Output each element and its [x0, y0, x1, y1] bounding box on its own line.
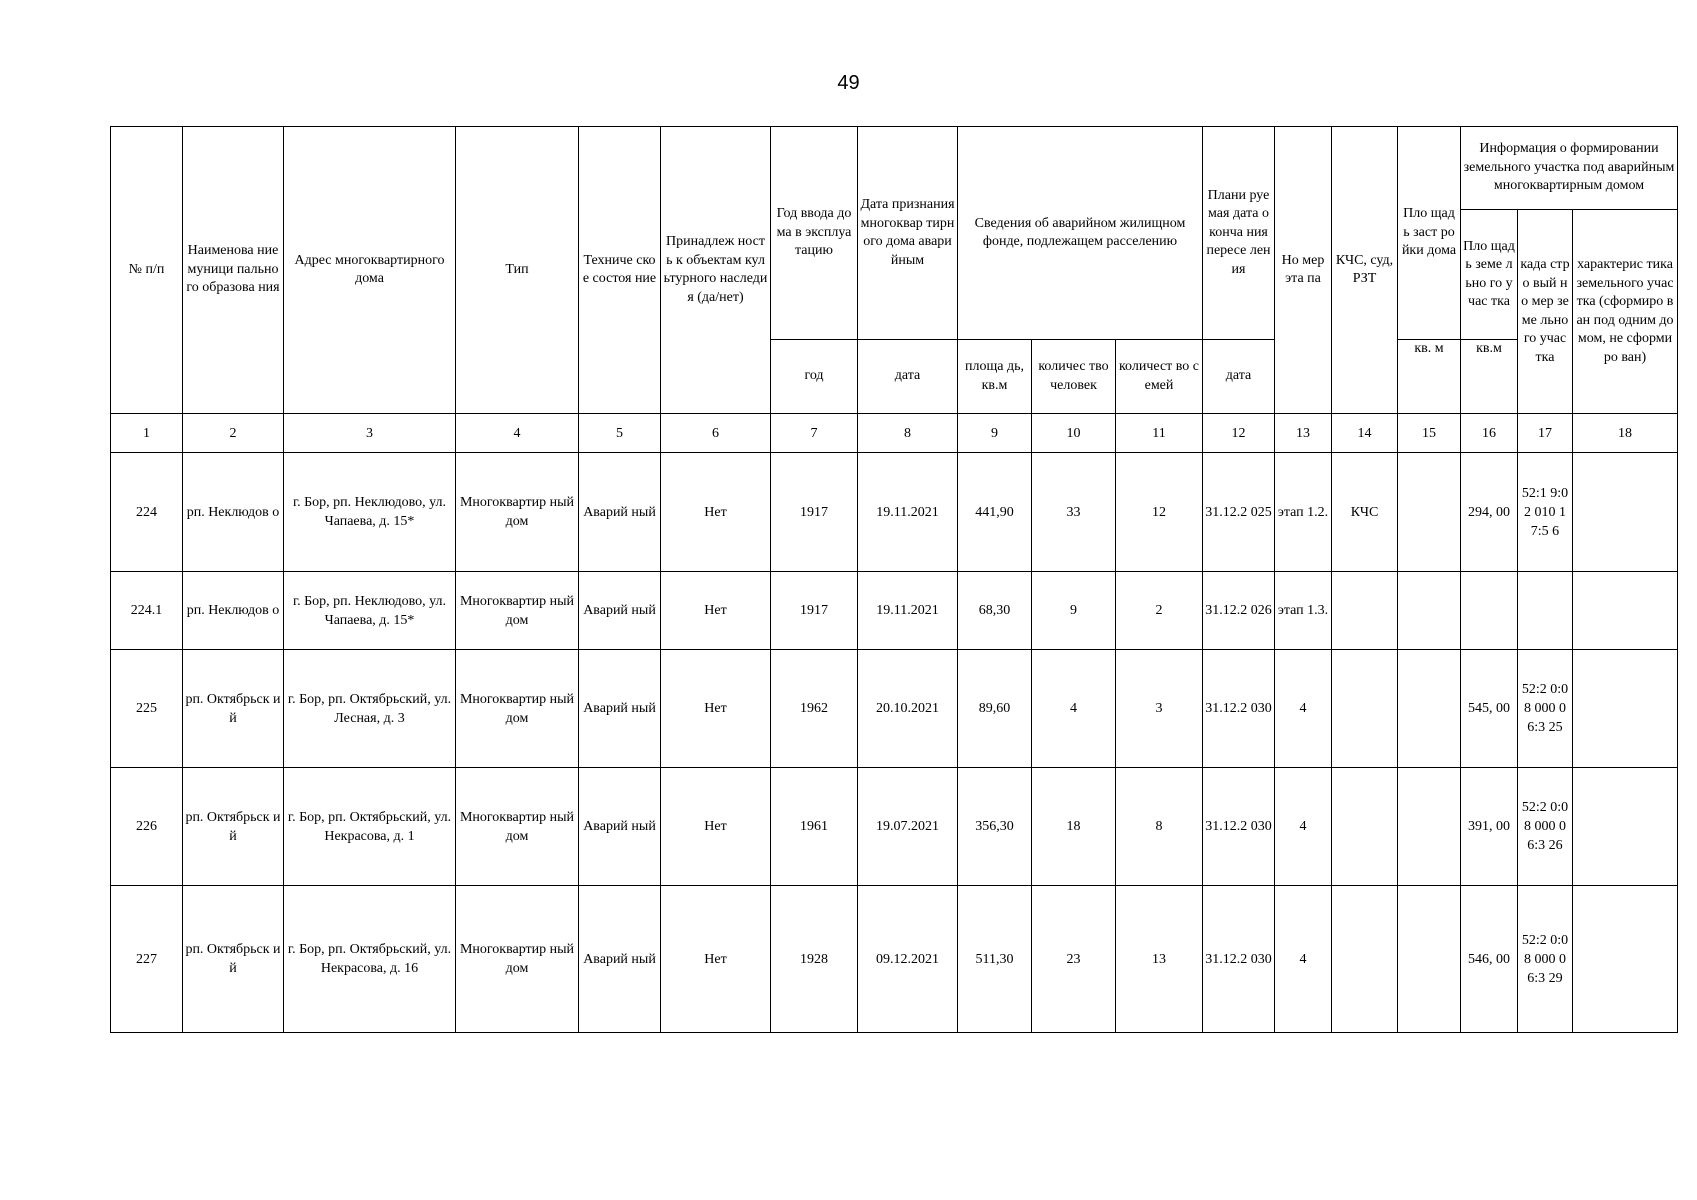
- cell-people: 33: [1032, 453, 1116, 572]
- cell-cadastral: 52:2 0:08 000 06:3 26: [1518, 768, 1573, 886]
- header-row-1: [111, 127, 1678, 210]
- cell-address: г. Бор, рп. Октябрьский, ул. Лесная, д. 3: [284, 650, 456, 768]
- cell-n: 226: [111, 768, 183, 886]
- cell-land-area: [1461, 572, 1518, 650]
- cell-planned: 31.12.2 030: [1203, 650, 1275, 768]
- cell-people: 9: [1032, 572, 1116, 650]
- cell-area: 511,30: [958, 886, 1032, 1033]
- cell-year: 1928: [771, 886, 858, 1033]
- cell-build-area: [1398, 572, 1461, 650]
- emergency-housing-table: [110, 126, 1678, 1033]
- header-cell: Тип: [456, 127, 579, 414]
- column-number: 13: [1275, 414, 1332, 453]
- cell-stage: 4: [1275, 886, 1332, 1033]
- cell-build-area: [1398, 886, 1461, 1033]
- cell-area: 356,30: [958, 768, 1032, 886]
- cell-land-area: 545, 00: [1461, 650, 1518, 768]
- cell-families: 12: [1116, 453, 1203, 572]
- cell-kchs: [1332, 768, 1398, 886]
- cell-date: 19.07.2021: [858, 768, 958, 886]
- cell-land-area: 294, 00: [1461, 453, 1518, 572]
- cell-cadastral: 52:1 9:02 010 17:5 6: [1518, 453, 1573, 572]
- cell-area: 89,60: [958, 650, 1032, 768]
- cell-mo: рп. Октябрьск ий: [183, 886, 284, 1033]
- cell-date: 19.11.2021: [858, 453, 958, 572]
- header-cell: год: [771, 340, 858, 414]
- cell-n: 225: [111, 650, 183, 768]
- header-cell: количест во семей: [1116, 340, 1203, 414]
- header-cell: Год ввода дома в эксплуа тацию: [771, 127, 858, 340]
- cell-planned: 31.12.2 025: [1203, 453, 1275, 572]
- column-number: 10: [1032, 414, 1116, 453]
- cell-land-area: 546, 00: [1461, 886, 1518, 1033]
- header-cell: количес тво человек: [1032, 340, 1116, 414]
- cell-stage: этап 1.3.: [1275, 572, 1332, 650]
- column-number: 8: [858, 414, 958, 453]
- cell-cadastral: 52:2 0:08 000 06:3 25: [1518, 650, 1573, 768]
- cell-state: Аварий ный: [579, 886, 661, 1033]
- cell-heritage: Нет: [661, 650, 771, 768]
- column-number: 9: [958, 414, 1032, 453]
- cell-kchs: [1332, 650, 1398, 768]
- cell-planned: 31.12.2 030: [1203, 768, 1275, 886]
- cell-stage: 4: [1275, 650, 1332, 768]
- table-row: [111, 650, 1678, 768]
- cell-cadastral: 52:2 0:08 000 06:3 29: [1518, 886, 1573, 1033]
- cell-state: Аварий ный: [579, 453, 661, 572]
- column-number: 3: [284, 414, 456, 453]
- column-number: 17: [1518, 414, 1573, 453]
- cell-year: 1917: [771, 572, 858, 650]
- cell-state: Аварий ный: [579, 650, 661, 768]
- cell-families: 13: [1116, 886, 1203, 1033]
- cell-build-area: [1398, 768, 1461, 886]
- cell-area: 68,30: [958, 572, 1032, 650]
- cell-heritage: Нет: [661, 768, 771, 886]
- cell-families: 3: [1116, 650, 1203, 768]
- cell-land-char: [1573, 453, 1678, 572]
- cell-land-char: [1573, 572, 1678, 650]
- cell-stage: 4: [1275, 768, 1332, 886]
- column-number: 5: [579, 414, 661, 453]
- cell-families: 8: [1116, 768, 1203, 886]
- header-cell: характерис тика земельного участка (сформиро ван под одним домом, не сформиро ван): [1573, 210, 1678, 414]
- cell-stage: этап 1.2.: [1275, 453, 1332, 572]
- header-cell: када стро вый но мер земе льно го учас тка: [1518, 210, 1573, 414]
- header-cell: Наименова ние муници пального образова ния: [183, 127, 284, 414]
- column-number: 1: [111, 414, 183, 453]
- header-cell: дата: [1203, 340, 1275, 414]
- column-number: 16: [1461, 414, 1518, 453]
- cell-build-area: [1398, 453, 1461, 572]
- cell-n: 224.1: [111, 572, 183, 650]
- header-cell: Пло щадь заст ройки дома: [1398, 127, 1461, 340]
- cell-mo: рп. Октябрьск ий: [183, 768, 284, 886]
- cell-year: 1961: [771, 768, 858, 886]
- cell-planned: 31.12.2 030: [1203, 886, 1275, 1033]
- header-cell: Дата признания многоквар тирного дома аварийным: [858, 127, 958, 340]
- header-cell: КЧС, суд, РЗТ: [1332, 127, 1398, 414]
- column-number: 4: [456, 414, 579, 453]
- header-cell: Адрес многоквартирного дома: [284, 127, 456, 414]
- header-cell: Плани руемая дата оконча ния пересе ления: [1203, 127, 1275, 340]
- column-number: 2: [183, 414, 284, 453]
- cell-mo: рп. Неклюдов о: [183, 572, 284, 650]
- cell-type: Многоквартир ный дом: [456, 768, 579, 886]
- cell-type: Многоквартир ный дом: [456, 572, 579, 650]
- header-cell: Пло щадь земе льно го учас тка: [1461, 210, 1518, 340]
- column-numbers-row: [111, 414, 1678, 453]
- cell-n: 224: [111, 453, 183, 572]
- header-cell: кв.м: [1461, 340, 1518, 414]
- header-cell: Но мер эта па: [1275, 127, 1332, 414]
- header-cell: Техниче ское состоя ние: [579, 127, 661, 414]
- cell-n: 227: [111, 886, 183, 1033]
- column-number: 11: [1116, 414, 1203, 453]
- column-number: 15: [1398, 414, 1461, 453]
- table-row: [111, 453, 1678, 572]
- cell-heritage: Нет: [661, 572, 771, 650]
- cell-mo: рп. Неклюдов о: [183, 453, 284, 572]
- column-number: 18: [1573, 414, 1678, 453]
- cell-heritage: Нет: [661, 453, 771, 572]
- cell-planned: 31.12.2 026: [1203, 572, 1275, 650]
- column-number: 14: [1332, 414, 1398, 453]
- cell-type: Многоквартир ный дом: [456, 453, 579, 572]
- cell-date: 20.10.2021: [858, 650, 958, 768]
- column-number: 7: [771, 414, 858, 453]
- cell-address: г. Бор, рп. Неклюдово, ул. Чапаева, д. 15*: [284, 572, 456, 650]
- cell-address: г. Бор, рп. Неклюдово, ул. Чапаева, д. 15*: [284, 453, 456, 572]
- header-cell: площа дь, кв.м: [958, 340, 1032, 414]
- cell-address: г. Бор, рп. Октябрьский, ул. Некрасова, д. 1: [284, 768, 456, 886]
- header-cell: дата: [858, 340, 958, 414]
- cell-heritage: Нет: [661, 886, 771, 1033]
- cell-land-char: [1573, 650, 1678, 768]
- column-number: 12: [1203, 414, 1275, 453]
- cell-type: Многоквартир ный дом: [456, 650, 579, 768]
- column-number: 6: [661, 414, 771, 453]
- cell-families: 2: [1116, 572, 1203, 650]
- header-cell: Информация о формировании земельного участка под аварийным многоквартирным домом: [1461, 127, 1678, 210]
- cell-kchs: [1332, 886, 1398, 1033]
- cell-build-area: [1398, 650, 1461, 768]
- cell-date: 19.11.2021: [858, 572, 958, 650]
- cell-people: 23: [1032, 886, 1116, 1033]
- cell-address: г. Бор, рп. Октябрьский, ул. Некрасова, д. 16: [284, 886, 456, 1033]
- header-cell: кв. м: [1398, 340, 1461, 414]
- cell-kchs: [1332, 572, 1398, 650]
- cell-year: 1962: [771, 650, 858, 768]
- cell-type: Многоквартир ный дом: [456, 886, 579, 1033]
- cell-land-char: [1573, 768, 1678, 886]
- cell-mo: рп. Октябрьск ий: [183, 650, 284, 768]
- cell-land-area: 391, 00: [1461, 768, 1518, 886]
- data-rows: [111, 453, 1678, 1033]
- cell-state: Аварий ный: [579, 768, 661, 886]
- table-row: [111, 572, 1678, 650]
- cell-year: 1917: [771, 453, 858, 572]
- cell-kchs: КЧС: [1332, 453, 1398, 572]
- cell-date: 09.12.2021: [858, 886, 958, 1033]
- header-cell: Сведения об аварийном жилищном фонде, подлежащем расселению: [958, 127, 1203, 340]
- cell-people: 18: [1032, 768, 1116, 886]
- cell-cadastral: [1518, 572, 1573, 650]
- cell-state: Аварий ный: [579, 572, 661, 650]
- table-row: [111, 886, 1678, 1033]
- table-row: [111, 768, 1678, 886]
- header-cell: Принадлеж ность к объектам культурного наследия (да/нет): [661, 127, 771, 414]
- page-number: 49: [837, 72, 860, 94]
- cell-land-char: [1573, 886, 1678, 1033]
- cell-people: 4: [1032, 650, 1116, 768]
- cell-area: 441,90: [958, 453, 1032, 572]
- header-cell: № п/п: [111, 127, 183, 414]
